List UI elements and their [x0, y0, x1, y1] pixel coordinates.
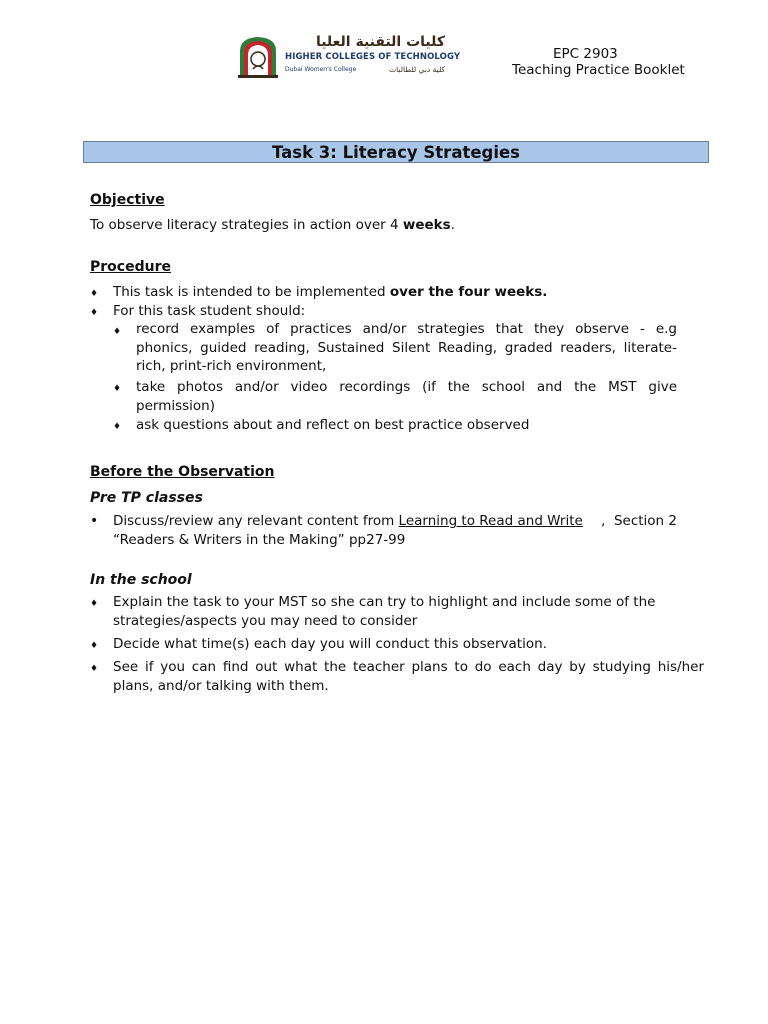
- crest-icon: [237, 35, 279, 79]
- task-title: Task 3: Literacy Strategies: [271, 143, 521, 162]
- diamond-bullet-icon: ♦: [90, 641, 99, 651]
- in-school-heading: In the school: [90, 572, 192, 588]
- diamond-bullet-icon: ♦: [113, 384, 122, 394]
- procedure-item-2: For this task student should:: [113, 303, 306, 319]
- task-title-bar: [83, 141, 709, 163]
- procedure-heading: Procedure: [90, 259, 171, 275]
- course-code: EPC 2903: [553, 46, 618, 62]
- diamond-bullet-icon: ♦: [113, 422, 122, 432]
- school-item-1: Explain the task to your MST so she can try to highlight and include some of the strategies/aspects you may need to consider: [113, 594, 656, 629]
- school-item-2: Decide what time(s) each day you will conduct this observation.: [113, 636, 547, 652]
- college-logo: [237, 34, 461, 79]
- logo-college-english: Dubai Women's College: [285, 66, 357, 73]
- objective-text: To observe literacy strategies in action over 4 weeks.: [90, 217, 455, 233]
- diamond-bullet-icon: ♦: [113, 327, 122, 337]
- procedure-subitem-2: take photos and/or video recordings (if the school and the MST give permission): [136, 379, 677, 414]
- diamond-bullet-icon: ♦: [90, 289, 99, 299]
- procedure-subitem-3: ask questions about and reflect on best practice observed: [136, 417, 530, 433]
- objective-heading: Objective: [90, 192, 165, 208]
- procedure-item-1: This task is intended to be implemented over the four weeks.: [113, 284, 548, 300]
- school-item-3: See if you can find out what the teacher plans to do each day by studying his/her plans, and/or talking with them.: [113, 659, 704, 694]
- diamond-bullet-icon: ♦: [90, 599, 99, 609]
- pre-tp-item: Discuss/review any relevant content from Learning to Read and Write , Section 2 “Readers & Writers in the Making” pp27-99: [113, 513, 677, 548]
- logo-english-text: HIGHER COLLEGES OF TECHNOLOGY: [285, 52, 461, 62]
- booklet-title: Teaching Practice Booklet: [512, 62, 685, 78]
- before-observation-heading: Before the Observation: [90, 464, 275, 480]
- pre-tp-heading: Pre TP classes: [90, 490, 203, 506]
- diamond-bullet-icon: ♦: [90, 664, 99, 674]
- learning-to-read-and-write-link: Learning to Read and Write: [398, 513, 583, 529]
- dot-bullet-icon: •: [90, 513, 99, 529]
- logo-college-arabic: كلية دبي للطالبات: [389, 65, 445, 74]
- procedure-subitem-1: record examples of practices and/or strategies that they observe - e.g phonics, guided reading, Sustained Silent Reading, graded readers, literate- rich, print-rich environment,: [136, 321, 677, 374]
- logo-arabic-text: كليات التقنية العليا: [315, 34, 445, 50]
- diamond-bullet-icon: ♦: [90, 308, 99, 318]
